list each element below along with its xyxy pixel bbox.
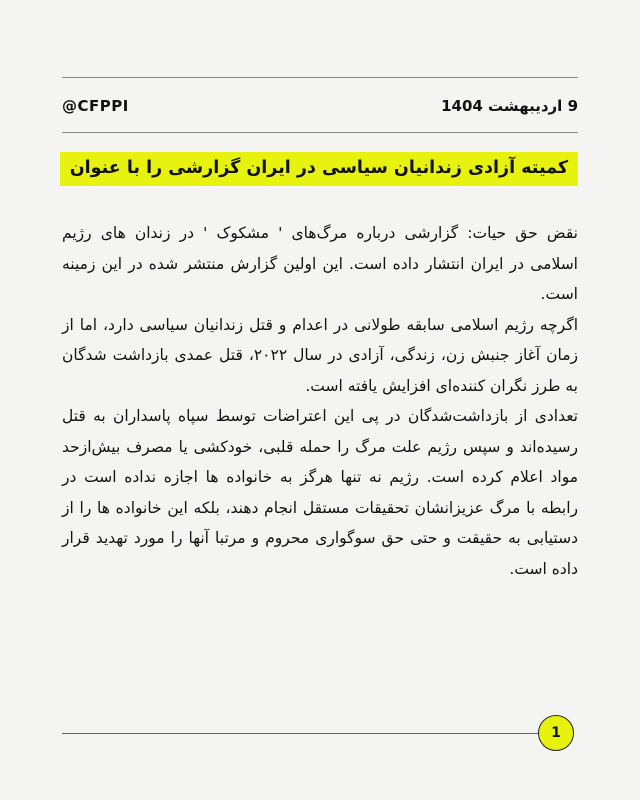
top-divider [62,77,578,78]
account-handle: @CFPPI [62,97,129,115]
header-divider [62,132,578,133]
paragraph-1: نقض حق حیات: گزارشی درباره مرگ‌های ' مشکوک ' در زندان های رژیم اسلامی در ایران انتشار داده است. این اولین گزارش منتشر شده در این زمینه است. [62,224,578,303]
article-body [62,218,578,584]
headline: کمیته آزادی زندانیان سیاسی در ایران گزارشی را با عنوان [60,152,578,186]
post-date: 9 اردیبهشت 1404 [441,97,578,115]
header-row [62,90,578,122]
page-number-badge: 1 [538,715,574,751]
paragraph-3: تعدادی از بازداشت‌شدگان در پی این اعتراضات توسط سپاه پاسداران به قتل رسیده‌اند و سپس رژیم علت مرگ را حمله قلبی، خودکشی یا مصرف بیش‌ازحد مواد اعلام کرده است. رژیم نه تنها هرگز به خانواده ها اجازه نداده است در رابطه با مرگ عزیزانشان تحقیقات مستقل انجام دهند، بلکه این خانواده ها را از دستیابی به حقیقت و حتی حق سوگواری محروم و مرتبا آنها را مورد تهدید قرار داده است. [62,407,578,578]
footer-divider [62,733,542,734]
paragraph-2: اگرچه رژیم اسلامی سابقه طولانی در اعدام و قتل زندانیان سیاسی دارد، اما از زمان آغاز جنبش زن، زندگی، آزادی در سال ۲۰۲۲، قتل عمدی بازداشت شدگان به طرز نگران کننده‌ای افزایش یافته است. [62,315,578,395]
